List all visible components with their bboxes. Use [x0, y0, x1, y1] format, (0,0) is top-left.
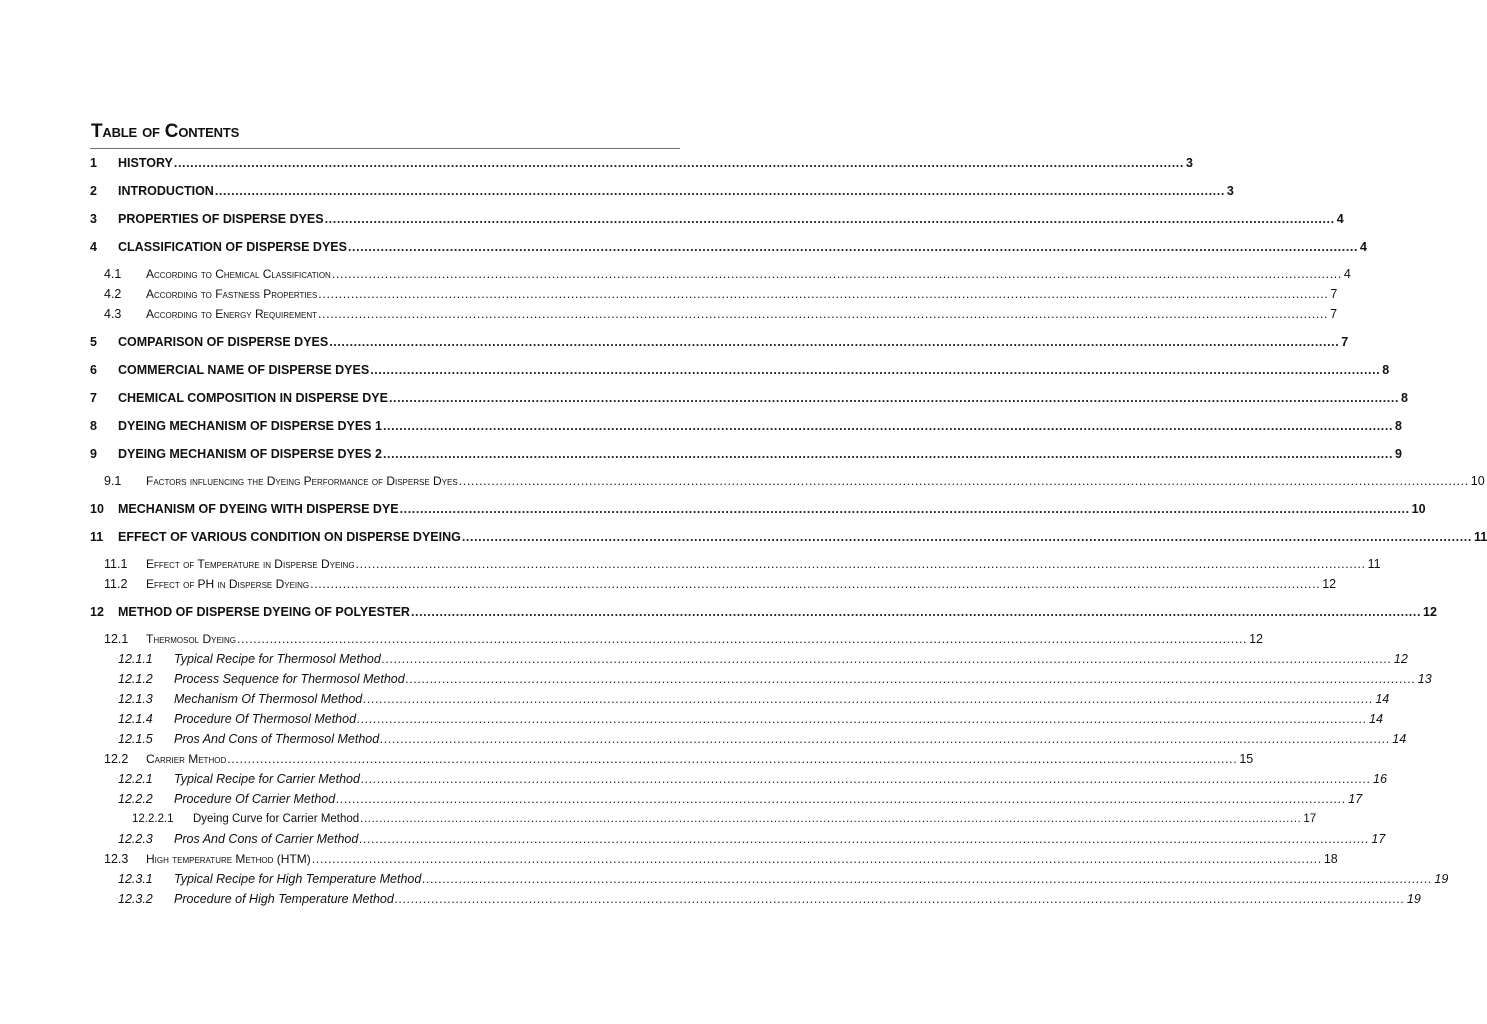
toc-entry[interactable]: [90, 889, 1421, 909]
toc-entry[interactable]: [90, 264, 1351, 284]
toc-entry[interactable]: [90, 388, 1408, 408]
toc-entry-title: According to Energy Requirement: [146, 307, 317, 321]
toc-entry-number: 5: [90, 335, 97, 349]
toc-dot-leader: [383, 444, 1393, 464]
toc-entry-title: PROPERTIES OF DISPERSE DYES: [118, 212, 324, 226]
toc-entry[interactable]: [90, 360, 1390, 380]
toc-entry-page: 17: [1348, 792, 1363, 806]
toc-entry-title: Effect of Temperature in Disperse Dyeing: [146, 557, 355, 571]
toc-dot-leader: [382, 649, 1392, 669]
toc-entry[interactable]: [90, 769, 1387, 789]
toc-entry-number: 2: [90, 184, 97, 198]
toc-entry-page: 19: [1406, 892, 1421, 906]
toc-entry-number: 12.1.4: [118, 712, 153, 726]
toc-entry-title: DYEING MECHANISM OF DISPERSE DYES 2: [118, 447, 382, 461]
toc-entry[interactable]: [90, 729, 1407, 749]
toc-dot-leader: [389, 388, 1399, 408]
toc-entry-number: 12.2.1: [118, 772, 153, 786]
toc-entry[interactable]: [90, 416, 1402, 436]
toc-list: [90, 153, 1487, 909]
toc-dot-leader: [360, 809, 1301, 829]
toc-dot-leader: [312, 849, 1322, 869]
toc-entry-page: 10: [1411, 502, 1426, 516]
toc-entry-number: 10: [90, 502, 104, 516]
toc-heading: Table of Contents: [90, 118, 680, 149]
toc-entry-title: Thermosol Dyeing: [146, 632, 237, 646]
toc-entry[interactable]: [90, 629, 1263, 649]
toc-entry-title: Typical Recipe for Thermosol Method: [174, 652, 381, 666]
toc-entry-page: 9: [1395, 447, 1402, 461]
toc-entry[interactable]: [90, 284, 1338, 304]
toc-dot-leader: [370, 360, 1380, 380]
toc-entry-page: 19: [1434, 872, 1449, 886]
toc-entry[interactable]: [90, 574, 1337, 594]
toc-entry-title: Procedure Of Thermosol Method: [174, 712, 357, 726]
toc-entry[interactable]: [90, 181, 1234, 201]
toc-dot-leader: [411, 602, 1421, 622]
toc-entry-number: 12.3.1: [118, 872, 153, 886]
toc-dot-leader: [359, 829, 1369, 849]
toc-entry[interactable]: [90, 809, 1317, 829]
document-page: [90, 118, 1487, 909]
toc-entry-title: DYEING MECHANISM OF DISPERSE DYES 1: [118, 419, 382, 433]
toc-entry-title: CLASSIFICATION OF DISPERSE DYES: [118, 240, 347, 254]
toc-entry-title: COMMERCIAL NAME OF DISPERSE DYES: [118, 363, 370, 377]
toc-entry-number: 12.2: [104, 752, 129, 766]
toc-entry[interactable]: [90, 649, 1408, 669]
toc-entry-number: 12.1.1: [118, 652, 153, 666]
toc-dot-leader: [310, 574, 1320, 594]
toc-entry-title: High temperature Method (HTM): [146, 852, 311, 866]
toc-dot-leader: [422, 869, 1432, 889]
toc-entry-title: CHEMICAL COMPOSITION IN DISPERSE DYE: [118, 391, 388, 405]
toc-entry-title: Procedure of High Temperature Method: [174, 892, 394, 906]
toc-entry-number: 8: [90, 419, 97, 433]
toc-entry-page: 17: [1371, 832, 1386, 846]
toc-entry-number: 11: [90, 530, 104, 544]
toc-entry[interactable]: [90, 602, 1437, 622]
toc-entry-number: 12.2.2.1: [132, 813, 174, 825]
toc-entry-title: Factors influencing the Dyeing Performance of Disperse Dyes: [146, 474, 458, 488]
toc-entry-page: 12: [1322, 577, 1337, 591]
toc-entry-number: 12: [90, 605, 104, 619]
toc-entry[interactable]: [90, 789, 1363, 809]
toc-entry-number: 9: [90, 447, 97, 461]
toc-entry-page: 8: [1401, 391, 1408, 405]
toc-entry-number: 4.3: [104, 307, 122, 321]
toc-dot-leader: [325, 209, 1335, 229]
toc-entry-title: Carrier Method: [146, 752, 227, 766]
toc-entry-page: 8: [1382, 363, 1390, 377]
toc-entry-number: 12.3: [104, 852, 129, 866]
toc-entry-page: 14: [1369, 712, 1384, 726]
toc-entry-title: MECHANISM OF DYEING WITH DISPERSE DYE: [118, 502, 399, 516]
toc-entry[interactable]: [90, 829, 1386, 849]
toc-entry-title: According to Fastness Properties: [146, 287, 318, 301]
toc-entry-page: 15: [1239, 752, 1254, 766]
toc-entry[interactable]: [90, 471, 1485, 491]
toc-dot-leader: [348, 237, 1358, 257]
toc-entry-number: 4: [90, 240, 97, 254]
toc-dot-leader: [361, 769, 1371, 789]
toc-entry-page: 11: [1367, 557, 1381, 571]
toc-entry-page: 4: [1336, 212, 1344, 226]
toc-entry-number: 7: [90, 391, 97, 405]
toc-dot-leader: [174, 153, 1184, 173]
toc-entry-page: 12: [1393, 652, 1408, 666]
toc-entry-number: 1: [90, 156, 97, 170]
toc-entry-title: Typical Recipe for Carrier Method: [174, 772, 360, 786]
toc-dot-leader: [383, 416, 1393, 436]
toc-entry-page: 7: [1330, 307, 1338, 321]
toc-entry-page: 18: [1323, 852, 1338, 866]
toc-entry-title: Dyeing Curve for Carrier Method: [193, 813, 360, 825]
toc-entry-title: Pros And Cons of Carrier Method: [174, 832, 359, 846]
toc-entry[interactable]: [90, 332, 1349, 352]
toc-entry[interactable]: [90, 849, 1338, 869]
toc-dot-leader: [318, 304, 1328, 324]
toc-dot-leader: [357, 709, 1367, 729]
toc-entry-title: INTRODUCTION: [118, 184, 214, 198]
toc-entry-number: 3: [90, 212, 97, 226]
toc-dot-leader: [363, 689, 1373, 709]
toc-entry-number: 4.2: [104, 287, 122, 301]
toc-entry-number: 4.1: [104, 267, 122, 281]
toc-dot-leader: [336, 789, 1346, 809]
toc-entry-number: 6: [90, 363, 97, 377]
toc-entry[interactable]: [90, 527, 1487, 547]
toc-entry-title: Pros And Cons of Thermosol Method: [174, 732, 380, 746]
toc-entry-page: 17: [1303, 813, 1317, 825]
toc-entry-page: 4: [1360, 240, 1367, 254]
toc-entry-number: 12.2.2: [118, 792, 153, 806]
toc-entry-page: 10: [1470, 474, 1485, 488]
toc-dot-leader: [395, 889, 1405, 909]
toc-entry-page: 14: [1375, 692, 1390, 706]
toc-entry[interactable]: [90, 669, 1432, 689]
toc-entry-page: 3: [1226, 184, 1234, 198]
toc-entry-page: 14: [1392, 732, 1407, 746]
toc-dot-leader: [406, 669, 1416, 689]
toc-entry[interactable]: [90, 554, 1381, 574]
toc-entry[interactable]: [90, 444, 1402, 464]
toc-entry-title: Typical Recipe for High Temperature Method: [174, 872, 422, 886]
toc-dot-leader: [462, 527, 1472, 547]
toc-entry-number: 12.1.5: [118, 732, 153, 746]
toc-entry-page: 3: [1185, 156, 1193, 170]
toc-dot-leader: [380, 729, 1390, 749]
toc-entry[interactable]: [90, 209, 1344, 229]
toc-dot-leader: [459, 471, 1469, 491]
toc-entry-number: 12.1.2: [118, 672, 153, 686]
toc-entry-title: EFFECT OF VARIOUS CONDITION ON DISPERSE DYEING: [118, 530, 461, 544]
toc-dot-leader: [332, 264, 1342, 284]
toc-entry-title: Process Sequence for Thermosol Method: [174, 672, 405, 686]
toc-entry-title: METHOD OF DISPERSE DYEING OF POLYESTER: [118, 605, 410, 619]
toc-entry-number: 12.1: [104, 632, 129, 646]
toc-entry-title: Mechanism Of Thermosol Method: [174, 692, 363, 706]
toc-entry[interactable]: [90, 749, 1254, 769]
toc-dot-leader: [318, 284, 1328, 304]
toc-entry-number: 12.2.3: [118, 832, 153, 846]
toc-entry-page: 7: [1330, 287, 1338, 301]
toc-entry[interactable]: [90, 153, 1193, 173]
toc-dot-leader: [237, 629, 1247, 649]
toc-entry-number: 11.1: [104, 557, 128, 571]
toc-entry-number: 9.1: [104, 474, 122, 488]
toc-entry[interactable]: [90, 689, 1390, 709]
toc-entry-page: 13: [1417, 672, 1432, 686]
toc-dot-leader: [215, 181, 1225, 201]
toc-entry[interactable]: [90, 869, 1449, 889]
toc-entry-page: 11: [1473, 530, 1487, 544]
toc-entry-page: 12: [1423, 605, 1437, 619]
toc-dot-leader: [356, 554, 1366, 574]
toc-entry-page: 7: [1341, 335, 1349, 349]
toc-entry[interactable]: [90, 304, 1338, 324]
toc-entry-title: COMPARISON OF DISPERSE DYES: [118, 335, 329, 349]
toc-entry-title: Procedure Of Carrier Method: [174, 792, 336, 806]
toc-entry-title: According to Chemical Classification: [146, 267, 331, 281]
toc-entry[interactable]: [90, 499, 1426, 519]
toc-entry-title: HISTORY: [118, 156, 173, 170]
toc-entry[interactable]: [90, 709, 1384, 729]
toc-dot-leader: [400, 499, 1410, 519]
toc-entry-page: 4: [1343, 267, 1351, 281]
toc-entry-page: 12: [1249, 632, 1263, 646]
toc-entry-page: 8: [1395, 419, 1402, 433]
toc-dot-leader: [227, 749, 1237, 769]
toc-dot-leader: [329, 332, 1339, 352]
toc-entry-number: 12.1.3: [118, 692, 153, 706]
toc-entry-number: 12.3.2: [118, 892, 153, 906]
toc-entry-title: Effect of PH in Disperse Dyeing: [146, 577, 310, 591]
toc-entry-number: 11.2: [104, 577, 128, 591]
toc-entry[interactable]: [90, 237, 1367, 257]
toc-entry-page: 16: [1373, 772, 1387, 786]
